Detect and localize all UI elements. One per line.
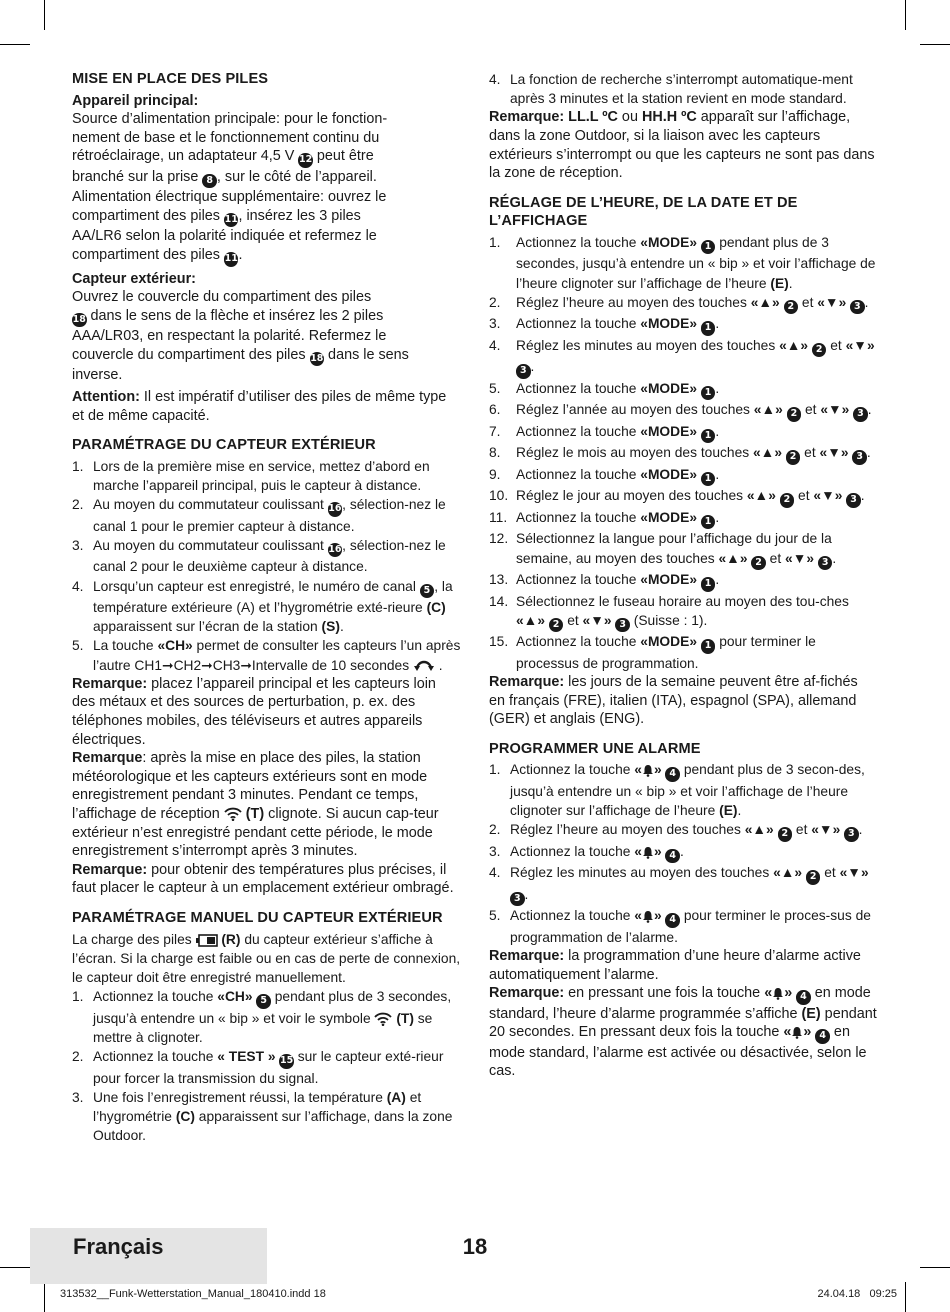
ref-number-icon: 5 xyxy=(256,994,271,1009)
crop-mark xyxy=(905,0,906,30)
ref-number-icon: 1 xyxy=(701,639,716,654)
ref-number-icon: 4 xyxy=(796,990,811,1005)
ref-number-icon: 16 xyxy=(328,543,343,558)
crop-mark xyxy=(905,1282,906,1312)
list-item: 5. La touche «CH» permet de consulter les capteurs l’un après l’autre CH1➞CH2➞CH3➞Intervalle de 10 secondes . xyxy=(72,638,461,673)
ref-number-icon: 3 xyxy=(844,827,859,842)
bell-icon xyxy=(642,910,654,923)
footer-language: Français xyxy=(73,1234,164,1259)
ref-number-icon: 4 xyxy=(665,849,680,864)
ref-number-icon: 8 xyxy=(202,174,217,189)
subheading: Capteur extérieur: xyxy=(72,270,196,287)
cycle-arrow-icon xyxy=(413,657,435,673)
ref-number-icon: 3 xyxy=(852,450,867,465)
print-date-info: 24.04.18 09:25 xyxy=(817,1288,897,1300)
attention-note: Attention: Il est impératif d’utiliser des piles de même type et de même capacité. xyxy=(72,388,447,424)
section-title: PARAMÉTRAGE DU CAPTEUR EXTÉRIEUR xyxy=(72,437,376,454)
paragraph: Source d’alimentation principale: pour le fonction- nement de base et le fonctionnement continu du rétroéclairage, un adaptateur 4,5 V 12 peut être branché sur la prise 8 , sur le côté de l’appareil. Alimentation électrique supplémentaire: ouvrez le compartiment des piles 11, insérez les 3 piles AA/LR6 selon la polarité indiquée et refermez le compartiment des piles 11. xyxy=(72,110,462,266)
ref-number-icon: 3 xyxy=(510,892,525,907)
list-item: 4. Lorsqu’un capteur est enregistré, le numéro de canal 5 , la température extérieure (A) et l’hygrométrie exté-rieure (C) apparaissent sur l’écran de la station (S). xyxy=(72,578,453,635)
crop-mark xyxy=(44,0,45,30)
ref-number-icon: 1 xyxy=(701,386,716,401)
crop-mark xyxy=(0,1267,30,1268)
bell-icon xyxy=(791,1026,803,1039)
list-item: 6. Réglez l’année au moyen des touches «▲» 2 et «▼» 3 . xyxy=(489,400,877,422)
ref-number-icon: 3 xyxy=(615,618,630,633)
ref-number-icon: 1 xyxy=(701,515,716,530)
page-number: 18 xyxy=(462,1234,488,1259)
remark: Remarque: les jours de la semaine peuvent être af-fichés en français (FRE), italien (ITA), espagnol (SPA), allemand (GER) et anglais (ENG). xyxy=(489,673,858,728)
numbered-list xyxy=(489,760,877,947)
list-item: 1. Actionnez la touche « » 4 pendant plus de 3 secon-des, jusqu’à entendre un « bip » et voir l’affichage de l’heure clignoter sur l’affichage de l’heure (E). xyxy=(489,762,865,819)
ref-number-icon: 12 xyxy=(298,153,313,168)
ref-number-icon: 2 xyxy=(780,493,795,508)
list-item: 1. Lors de la première mise en service, mettez d’abord en marche l’appareil principal, puis le capteur à distance. xyxy=(72,458,430,493)
list-item: 8. Réglez le mois au moyen des touches «▲» 2 et «▼» 3 . xyxy=(489,443,877,465)
ref-number-icon: 4 xyxy=(815,1029,830,1044)
list-item: 9. Actionnez la touche «MODE» 1 . xyxy=(489,465,877,487)
list-item: 5. Actionnez la touche « » 4 pour terminer le proces-sus de programmation de l’alarme. xyxy=(489,908,871,945)
list-item: 3. Au moyen du commutateur coulissant 16, sélection-nez le canal 2 pour le deuxième capteur à distance. xyxy=(72,537,446,575)
list-item: 12. Sélectionnez la langue pour l’affichage du jour de la semaine, au moyen des touches «▲» 2 et «▼» 3 . xyxy=(489,529,877,570)
ref-number-icon: 4 xyxy=(665,767,680,782)
remark: Remarque: placez l’appareil principal et les capteurs loin des métaux et des sources de perturbation, p. ex. des téléphones mobiles, des téléviseurs et autres appareils électriques. xyxy=(72,675,436,748)
remark: Remarque: LL.L ºC ou HH.H ºC apparaît sur l’affichage, dans la zone Outdoor, si la liaison avec les capteurs extérieurs s’interrompt ou que les capteurs ne sont pas dans la zone de réception. xyxy=(489,109,875,182)
ref-number-icon: 1 xyxy=(701,240,716,255)
list-item: 3. Une fois l’enregistrement réussi, la température (A) et l’hygrométrie (C) apparaissent sur l’affichage, dans la zone Outdoor. xyxy=(72,1089,453,1144)
ref-number-icon: 1 xyxy=(701,321,716,336)
bell-icon xyxy=(642,764,654,777)
list-item: 7. Actionnez la touche «MODE» 1 . xyxy=(489,422,877,444)
ref-number-icon: 1 xyxy=(701,429,716,444)
ref-number-icon: 3 xyxy=(516,364,531,379)
list-item: 14. Sélectionnez le fuseau horaire au moyen des tou-ches «▲» 2 et «▼» 3 (Suisse : 1). xyxy=(489,592,877,633)
remark: Remarque: la programmation d’une heure d’alarme active automatiquement l’alarme. xyxy=(489,947,861,983)
section-title: PROGRAMMER UNE ALARME xyxy=(489,740,701,757)
print-file-info: 313532__Funk-Wetterstation_Manual_180410.indd 18 xyxy=(60,1288,326,1300)
crop-mark xyxy=(920,1267,950,1268)
ref-number-icon: 2 xyxy=(786,450,801,465)
ref-number-icon: 18 xyxy=(72,313,87,328)
ref-number-icon: 2 xyxy=(806,870,821,885)
signal-icon xyxy=(224,807,242,821)
list-item: 4. La fonction de recherche s’interrompt automatique-ment après 3 minutes et la station revient en mode standard. xyxy=(489,72,853,107)
bell-icon xyxy=(642,846,654,859)
numbered-list xyxy=(72,987,462,1145)
list-item: 15. Actionnez la touche «MODE» 1 pour terminer le processus de programmation. xyxy=(489,634,816,671)
list-item: 1. Actionnez la touche «CH» 5 pendant plus de 3 secondes, jusqu’à entendre un « bip » et voir le symbole (T) se mettre à clignoter. xyxy=(72,989,452,1045)
ref-number-icon: 2 xyxy=(778,827,793,842)
list-item: 11. Actionnez la touche «MODE» 1 . xyxy=(489,508,877,530)
subheading: Appareil principal: xyxy=(72,92,199,109)
ref-number-icon: 2 xyxy=(812,343,827,358)
ref-number-icon: 4 xyxy=(665,913,680,928)
battery-icon xyxy=(196,934,218,947)
remark: Remarque: après la mise en place des piles, la station météorologique et les capteurs extérieurs sont en mode enregistrement pendant 3 minutes. Pendant ce temps, l’affichage de réception (T) clignote. Si aucun cap-teur extérieur n’est enregistré pendant cette période, le mode enregistrement s’interrompt après 3 minutes. xyxy=(72,750,439,860)
ref-number-icon: 11 xyxy=(224,213,239,228)
ref-number-icon: 3 xyxy=(818,556,833,571)
list-item: 2. Réglez l’heure au moyen des touches «▲» 2 et «▼» 3 . xyxy=(489,293,877,315)
numbered-list xyxy=(489,70,877,108)
list-item: 3. Actionnez la touche «MODE» 1 . xyxy=(489,314,877,336)
ref-number-icon: 2 xyxy=(549,618,564,633)
left-column xyxy=(72,70,462,1145)
list-item: 1. Actionnez la touche «MODE» 1 pendant plus de 3 secondes, jusqu’à entendre un « bip » et voir l’affichage de l’heure clignoter sur l’affichage de l’heure (E). xyxy=(489,234,876,291)
list-item: 2. Réglez l’heure au moyen des touches «▲» 2 et «▼» 3 . xyxy=(489,820,877,842)
list-item: 10. Réglez le jour au moyen des touches «▲» 2 et «▼» 3 . xyxy=(489,486,877,508)
ref-number-icon: 1 xyxy=(701,577,716,592)
crop-mark xyxy=(44,1282,45,1312)
list-item: 13. Actionnez la touche «MODE» 1 . xyxy=(489,570,877,592)
ref-number-icon: 15 xyxy=(279,1054,294,1069)
section-title: MISE EN PLACE DES PILES xyxy=(72,71,269,87)
ref-number-icon: 11 xyxy=(224,252,239,267)
crop-mark xyxy=(920,44,950,45)
list-item: 4. Réglez les minutes au moyen des touches «▲» 2 et «▼» 3 . xyxy=(489,336,877,379)
list-item: 2. Actionnez la touche « TEST » 15 sur le capteur exté-rieur pour forcer la transmission du signal. xyxy=(72,1049,444,1086)
ref-number-icon: 2 xyxy=(751,556,766,571)
numbered-list xyxy=(489,233,877,673)
ref-number-icon: 1 xyxy=(701,472,716,487)
section-title: PARAMÉTRAGE MANUEL DU CAPTEUR EXTÉRIEUR xyxy=(72,909,443,926)
remark: Remarque: pour obtenir des températures plus précises, il faut placer le capteur à un emplacement extérieur ombragé. xyxy=(72,861,454,897)
bell-icon xyxy=(772,987,784,1000)
list-item: 5. Actionnez la touche «MODE» 1 . xyxy=(489,379,877,401)
list-item: 2. Au moyen du commutateur coulissant 16, sélection-nez le canal 1 pour le premier capteur à distance. xyxy=(72,497,446,534)
ref-number-icon: 3 xyxy=(850,300,865,315)
section-title: RÉGLAGE DE L’HEURE, DE LA DATE ET DE L’AFFICHAGE xyxy=(489,194,798,230)
ref-number-icon: 3 xyxy=(846,493,861,508)
list-item: 3. Actionnez la touche « » 4 . xyxy=(489,842,877,864)
signal-icon xyxy=(374,1012,392,1026)
ref-number-icon: 18 xyxy=(310,352,325,367)
paragraph: Ouvrez le couvercle du compartiment des piles 18 dans le sens de la flèche et insérez les 2 piles AAA/LR03, en respectant la polarité. Refermez le couvercle du compartiment des piles 18 dans le sens inverse. xyxy=(72,289,409,384)
ref-number-icon: 2 xyxy=(784,300,799,315)
right-column xyxy=(489,70,877,1081)
ref-number-icon: 5 xyxy=(420,584,435,599)
numbered-list xyxy=(72,457,462,675)
remark: Remarque: en pressant une fois la touche « » 4 en mode standard, l’heure d’alarme programmée s’affiche (E) pendant 20 secondes. En pressant deux fois la touche « » 4 en mode standard, l’alarme est activée ou désactivée, selon le cas. xyxy=(489,985,877,1080)
ref-number-icon: 2 xyxy=(787,407,802,422)
crop-mark xyxy=(0,44,30,45)
ref-number-icon: 3 xyxy=(853,407,868,422)
ref-number-icon: 16 xyxy=(328,502,343,517)
list-item: 4. Réglez les minutes au moyen des touches «▲» 2 et «▼» 3 . xyxy=(489,863,877,906)
paragraph: La charge des piles (R) du capteur extérieur s’affiche à l’écran. Si la charge est faible ou en cas de perte de connexion, le capteur doit être enregistré manuellement. xyxy=(72,931,461,985)
